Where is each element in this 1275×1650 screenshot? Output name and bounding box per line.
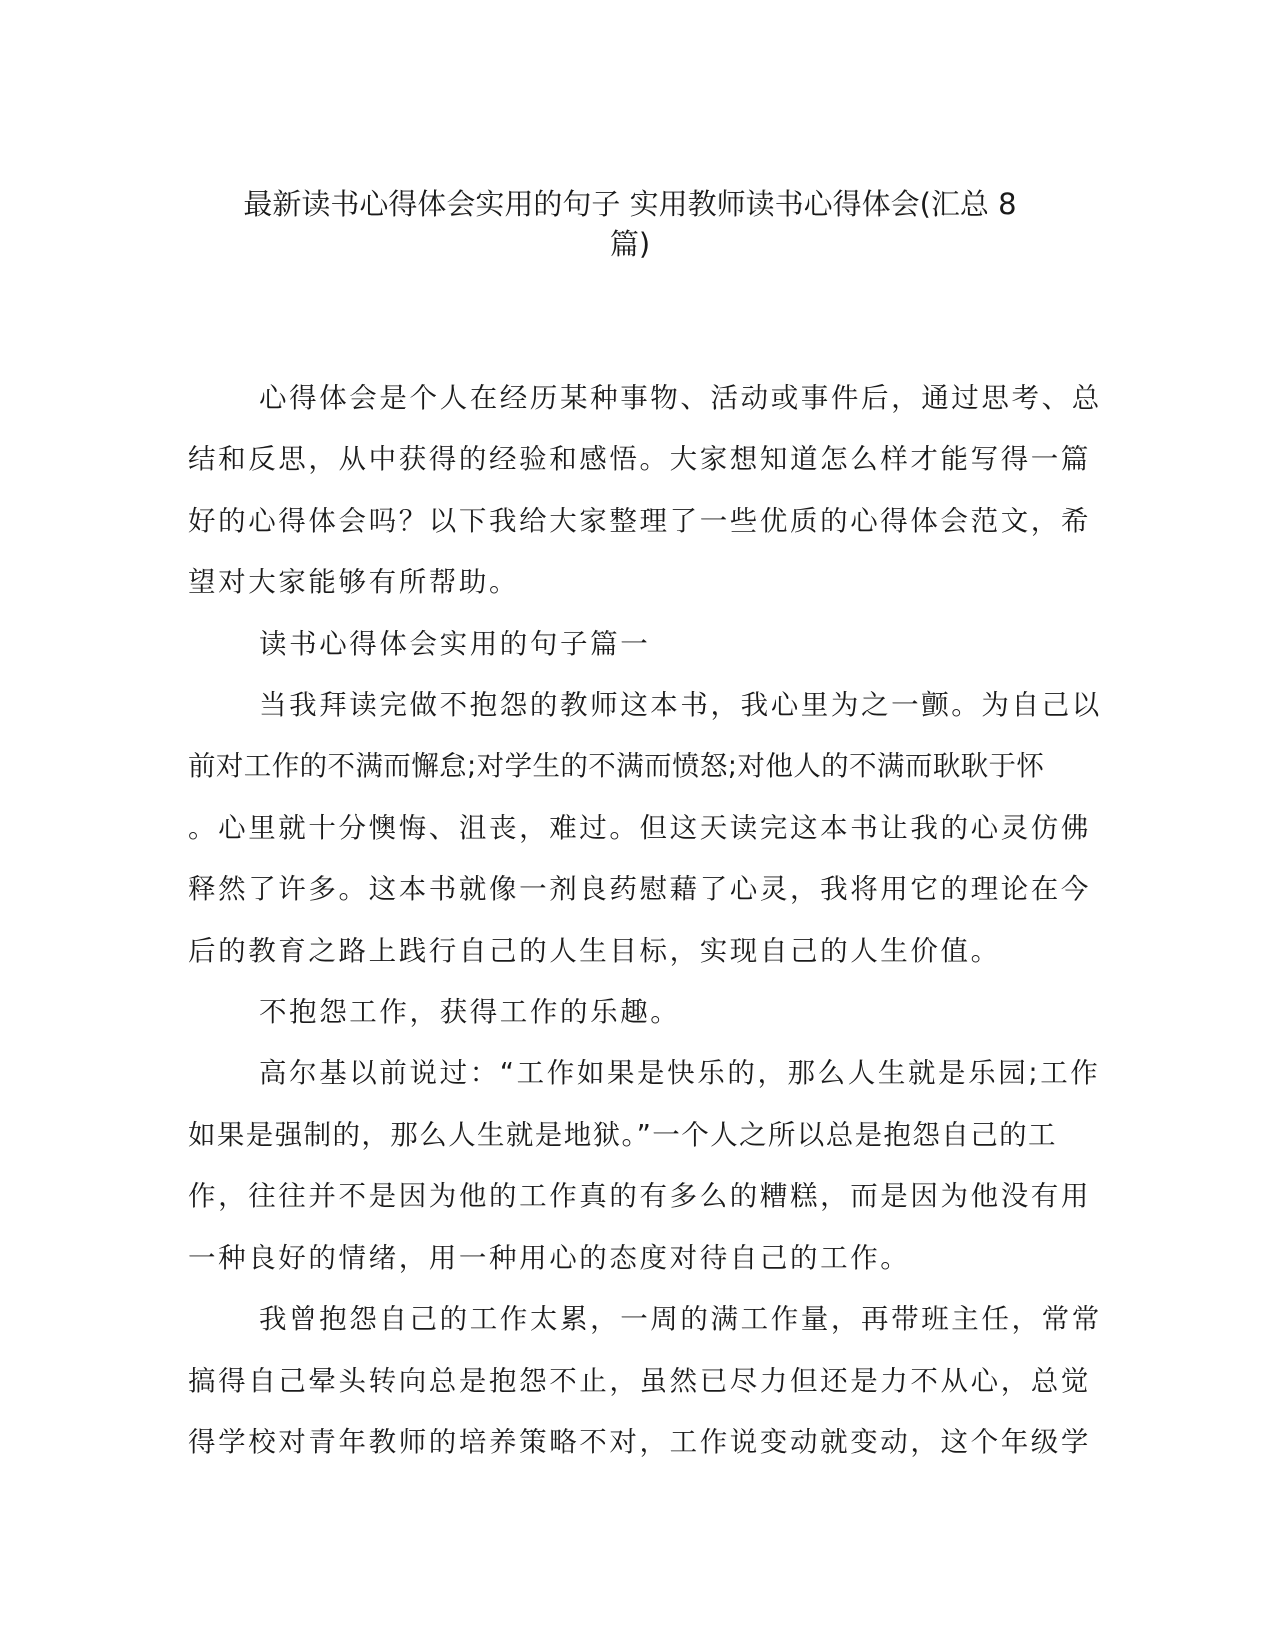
text-line: 好的心得体会吗？以下我给大家整理了一些优质的心得体会范文，希 xyxy=(188,504,1091,537)
text-line: 心得体会是个人在经历某种事物、活动或事件后，通过思考、总 xyxy=(259,382,1102,414)
paragraph xyxy=(188,982,1078,1043)
paragraph-intro xyxy=(188,368,1102,614)
text-line: 我曾抱怨自己的工作太累，一周的满工作量，再带班主任，常常 xyxy=(259,1303,1102,1336)
paragraph xyxy=(188,675,1102,982)
text-line: 作，往往并不是因为他的工作真的有多么的糟糕，而是因为他没有用 xyxy=(188,1180,1091,1213)
title-line: 最新读书心得体会实用的句子 实用教师读书心得体会(汇总 8 xyxy=(243,187,1017,221)
text-line: 如果是强制的，那么人生就是地狱。”一个人之所以总是抱怨自己的工 xyxy=(188,1118,1057,1151)
paragraph xyxy=(188,1289,1102,1473)
text-line: 读书心得体会实用的句子篇一 xyxy=(259,627,651,660)
document-body xyxy=(188,368,1102,1473)
text-line: 高尔基以前说过：“工作如果是快乐的，那么人生就是乐园;工作 xyxy=(259,1057,1101,1090)
text-line: 望对大家能够有所帮助。 xyxy=(188,566,520,599)
title-line: 篇) xyxy=(609,227,651,261)
document-title xyxy=(180,184,1080,264)
text-line: 不抱怨工作，获得工作的乐趣。 xyxy=(259,996,681,1029)
text-line: 一种良好的情绪，用一种用心的态度对待自己的工作。 xyxy=(188,1241,911,1274)
text-line: 前对工作的不满而懈怠;对学生的不满而愤怒;对他人的不满而耿耿于怀 xyxy=(188,750,1045,783)
text-line: 后的教育之路上践行自己的人生目标，实现自己的人生价值。 xyxy=(188,934,1001,967)
paragraph xyxy=(188,1043,1101,1289)
section-heading xyxy=(188,614,1078,675)
text-line: 。心里就十分懊悔、沮丧，难过。但这天读完这本书让我的心灵仿佛 xyxy=(188,811,1091,844)
text-line: 得学校对青年教师的培养策略不对，工作说变动就变动，这个年级学 xyxy=(188,1425,1091,1458)
text-line: 结和反思，从中获得的经验和感悟。大家想知道怎么样才能写得一篇 xyxy=(188,443,1091,476)
text-line: 当我拜读完做不抱怨的教师这本书，我心里为之一颤。为自己以 xyxy=(259,689,1102,722)
text-line: 释然了许多。这本书就像一剂良药慰藉了心灵，我将用它的理论在今 xyxy=(188,873,1091,906)
text-line: 搞得自己晕头转向总是抱怨不止，虽然已尽力但还是力不从心，总觉 xyxy=(188,1364,1091,1397)
